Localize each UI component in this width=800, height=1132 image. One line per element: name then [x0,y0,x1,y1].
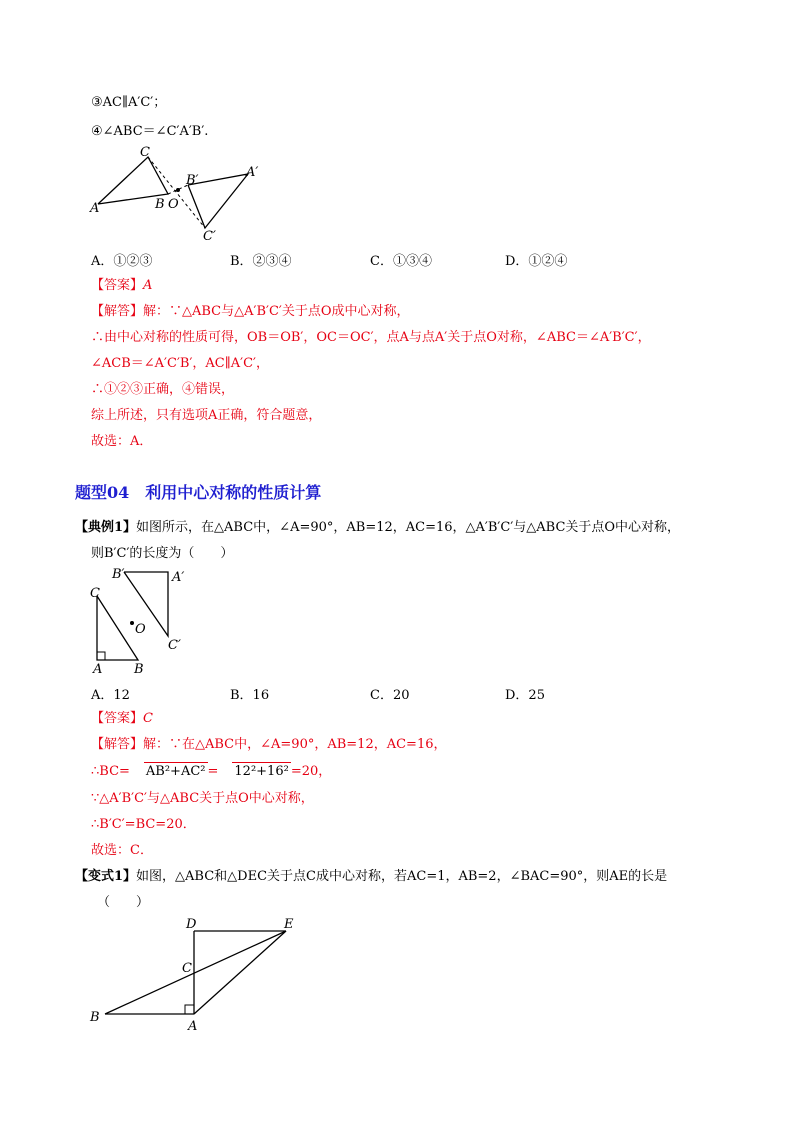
option-a: A．①②③ [91,254,153,269]
example-1-tag: 【典例1】 [75,520,137,535]
example-1-solution-3: ∵△A′B′C′与△ABC关于点O中心对称， [91,791,314,806]
label-B-prime: B′ [112,567,125,582]
label-C-prime: C′ [168,638,181,653]
label-E: E [284,917,294,932]
bc-prefix: ∴BC= [91,764,130,779]
equals-sign: = [207,764,219,779]
label-A-prime: A′ [172,570,185,585]
solution-line-3: ∠ACB＝∠A′C′B′，AC∥A′C′， [91,356,269,371]
solution-line-5: 综上所述，只有选项A正确，符合题意， [91,408,322,423]
example-1-solution-2 [91,762,331,781]
label-B-prime: B′ [186,173,199,188]
figure-right-triangles [88,563,198,678]
solution-line-2: ∴由中心对称的性质可得，OB＝OB′，OC＝OC′，点A与点A′关于点O对称，∠ABC＝∠A′B′C′， [91,330,651,345]
example-1-line-2: 则B′C′的长度为（ ） [91,546,234,561]
variant-1-text: 如图，△ABC和△DEC关于点C成中心对称，若AC=1，AB=2，∠BAC=90°，则AE的长是 [136,869,668,884]
example-1-line-1 [75,519,680,537]
label-O: O [135,622,146,637]
figure-symmetric-triangles [88,142,268,242]
solution-line-4: ∴①②③正确，④错误， [91,382,235,397]
variant-1-line-1 [75,868,667,886]
answer-tag: 【答案】 [91,711,144,726]
label-A: A [93,662,103,677]
label-C: C [182,961,192,976]
statement-3: ③AC∥A′C′； [91,95,167,110]
label-C-prime: C′ [203,229,216,242]
label-O: O [168,197,179,212]
answer-value: C [143,711,153,726]
statement-4: ④∠ABC＝∠C′A′B′. [91,124,209,139]
option-d: D．①②④ [505,254,568,269]
label-D: D [186,917,197,932]
example-1-solution-1: 【解答】解：∵在△ABC中，∠A=90°，AB=12，AC=16， [91,737,447,752]
sqrt-expression-2: 12²+16² [234,764,289,779]
solution-line-1: 【解答】解：∵△ABC与△A′B′C′关于点O成中心对称， [91,304,410,319]
option-c: C．①③④ [370,254,432,269]
answer-line-1 [91,277,152,295]
answer-value: A [143,278,153,293]
section-heading: 题型04 利用中心对称的性质计算 [75,483,322,502]
label-B: B [155,197,165,212]
example-1-answer [91,710,153,728]
label-B: B [90,1010,100,1025]
label-A: A [90,201,100,216]
bc-suffix: =20， [290,764,332,779]
example-1-option-a: A．12 [91,688,130,703]
label-C: C [140,145,150,160]
answer-tag: 【答案】 [91,278,144,293]
label-A: A [188,1019,198,1034]
example-1-text: 如图所示，在△ABC中，∠A=90°，AB=12，AC=16，△A′B′C′与△ABC关于点O中心对称， [136,520,681,535]
option-b: B．②③④ [230,254,292,269]
sqrt-expression-1: AB²+AC² [145,764,206,779]
example-1-solution-4: ∴B′C′=BC=20． [91,817,196,832]
example-1-option-c: C．20 [370,688,410,703]
variant-1-tag: 【变式1】 [75,869,137,884]
example-1-option-d: D．25 [505,688,545,703]
label-C: C [90,586,100,601]
example-1-option-b: B．16 [230,688,270,703]
figure-de-triangles [88,912,308,1037]
label-A-prime: A′ [246,165,259,180]
example-1-solution-5: 故选：C． [91,843,153,858]
solution-line-6: 故选：A． [91,434,153,449]
variant-1-line-2: （ ） [97,895,150,910]
label-B: B [134,662,144,677]
